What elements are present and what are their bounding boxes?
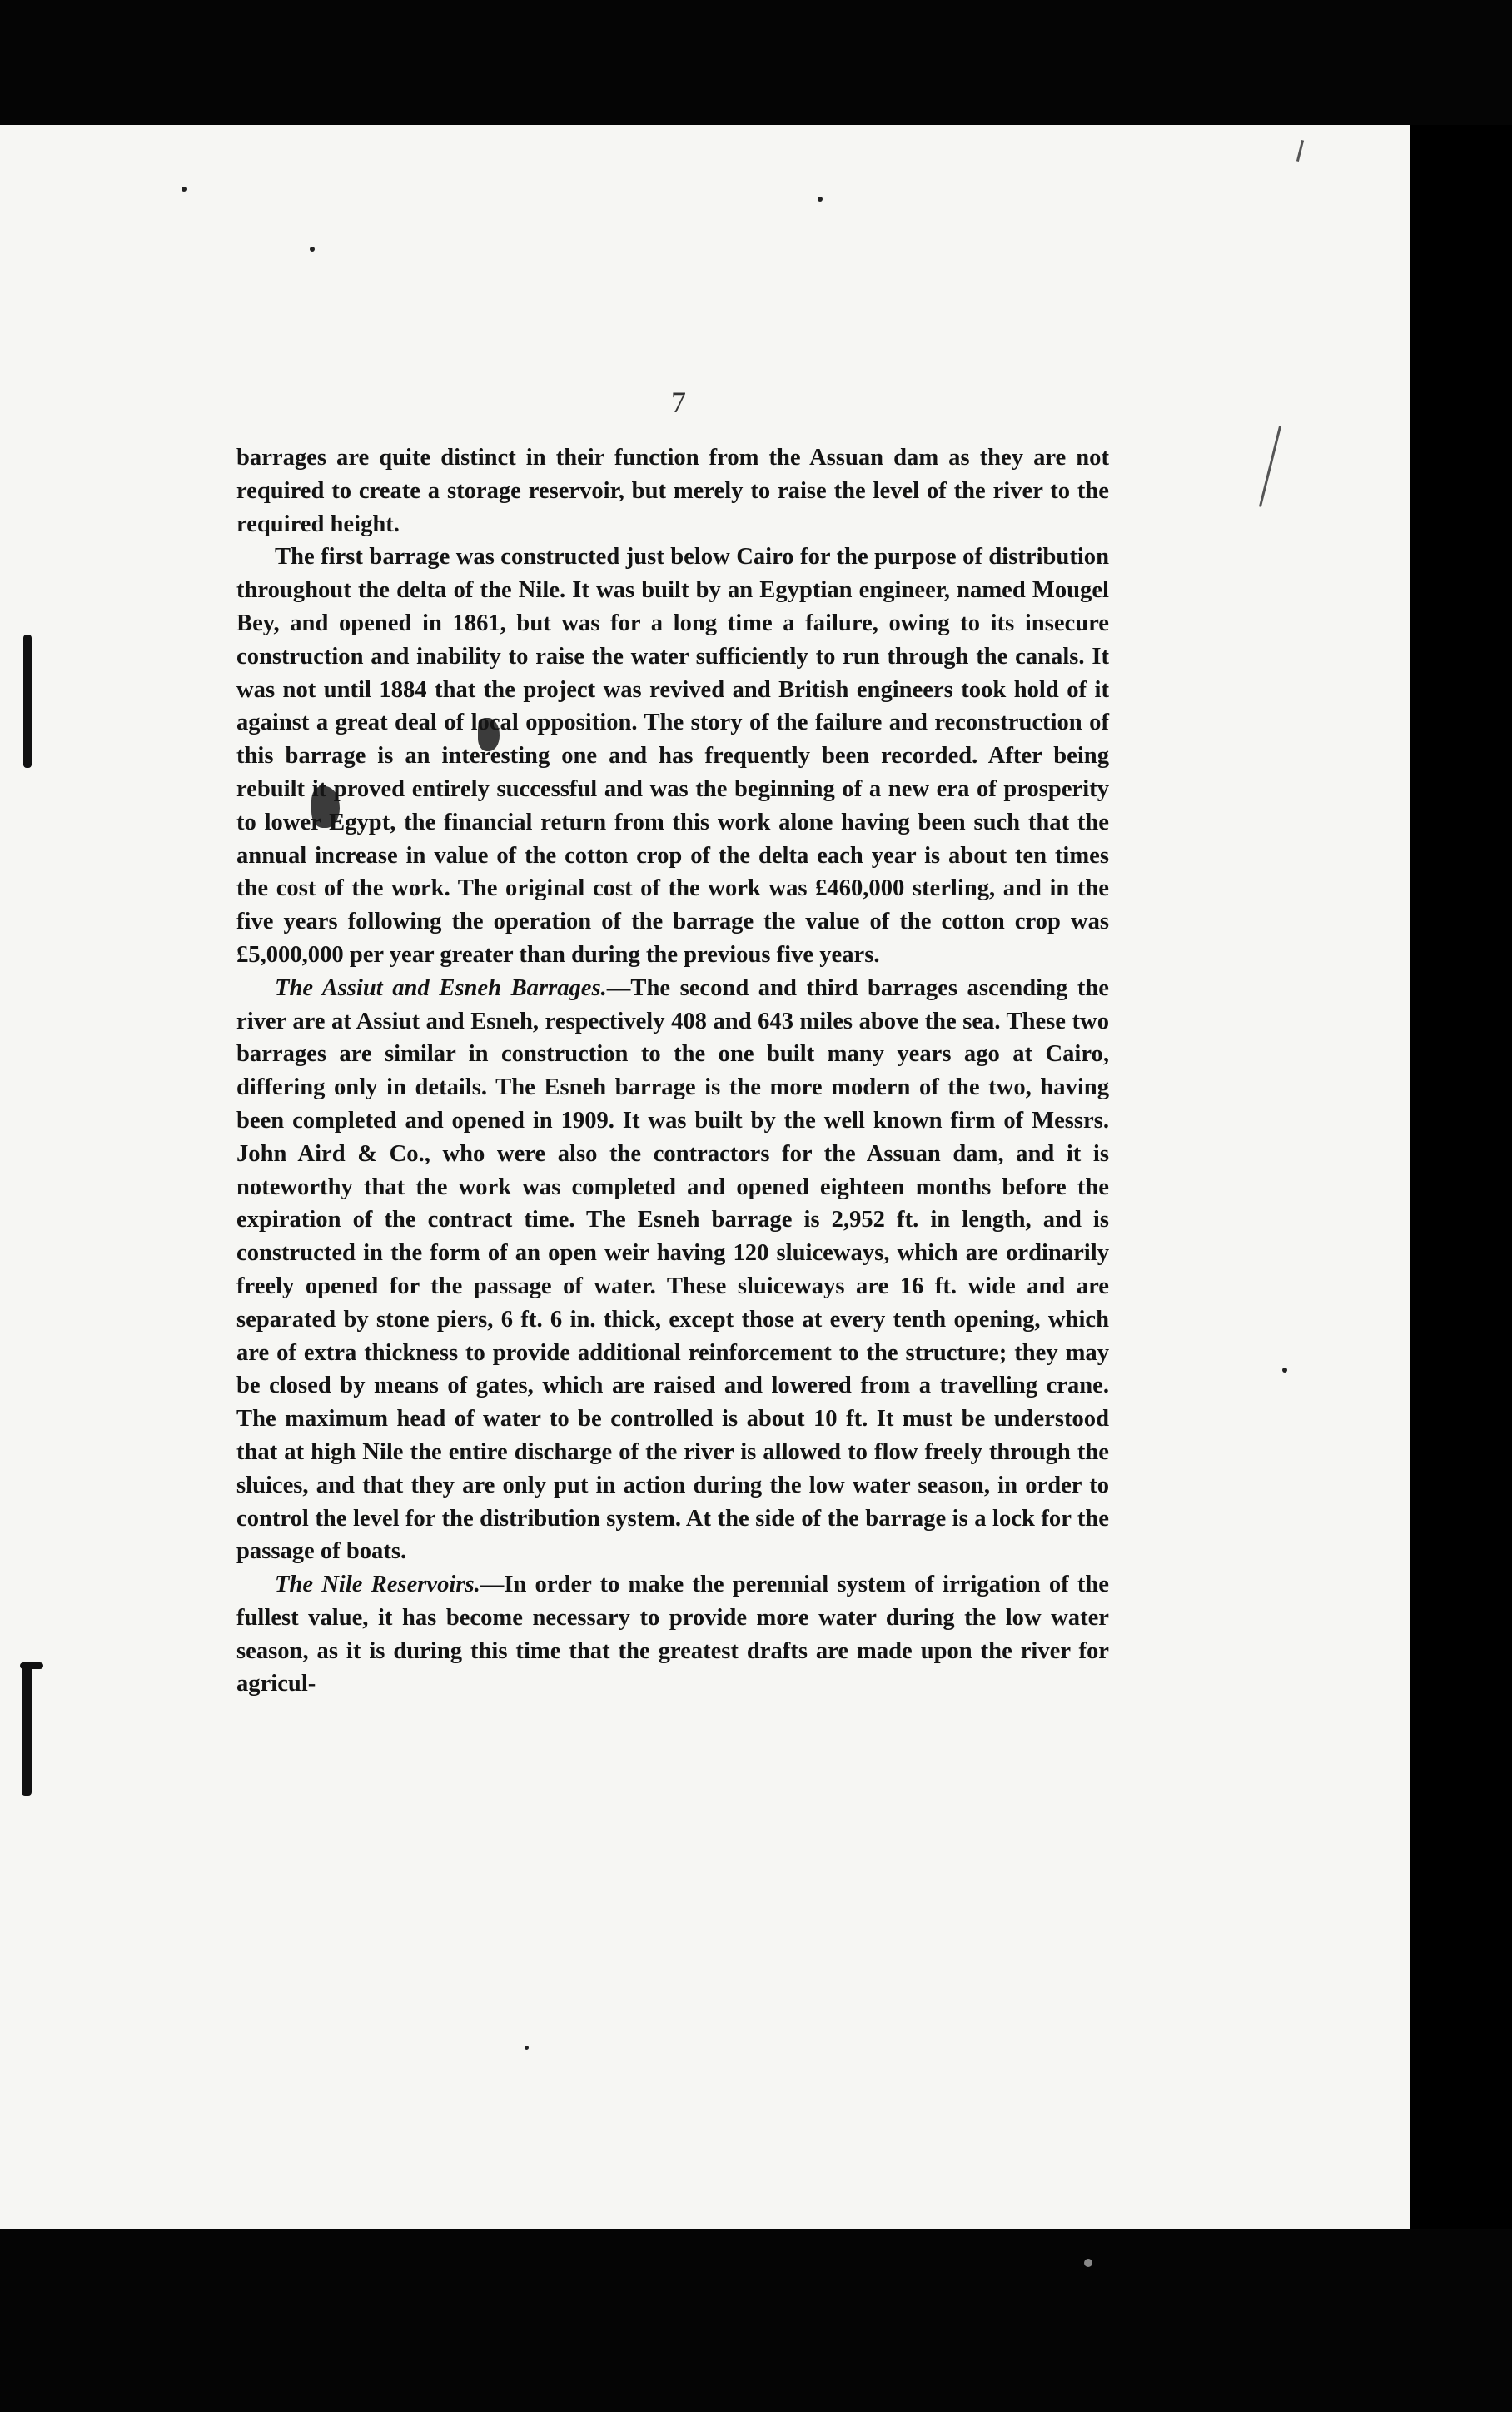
paragraph-heading: The Assiut and Esneh Barrages. [275,974,607,1001]
paragraph [236,972,1109,1568]
paragraph-text: —The second and third barrages ascending the river are at Assiut and Esneh, respectively 408 and 643 miles above the sea. These two barrages are similar in construction to the one built many years ago at Cairo, differing only in details. The Esneh barrage is the more modern of the two, having been completed and opened in 1909. It was built by the well known firm of Messrs. John Aird & Co., who were also the contractors for the Assuan dam, and it is noteworthy that the work was completed and opened eighteen months before the expiration of the contract time. The Esneh barrage is 2,952 ft. in length, and is constructed in the form of an open weir having 120 sluiceways, which are ordinarily freely opened for the passage of water. These sluiceways are 16 ft. wide and are separated by stone piers, 6 ft. 6 in. thick, except those at every tenth opening, which are of extra thickness to provide additional reinforcement to the structure; they may be closed by means of gates, which are raised and lowered from a travelling crane. The maximum head of water to be controlled is about 10 ft. It must be understood that at high Nile the entire discharge of the river is allowed to flow freely through the sluices, and that they are only put in action during the low water season, in order to control the level for the distribution system. At the side of the barrage is a lock for the passage of boats. [236,974,1109,1565]
scan-speck [818,197,823,202]
paragraph [236,441,1109,541]
margin-bracket-mark [20,1662,43,1669]
scan-speck [1084,2259,1092,2267]
body-text [236,441,1109,1701]
paragraph-text: barrages are quite distinct in their function from the Assuan dam as they are not required to create a storage reservoir, but merely to raise the level of the river to the required height. [236,445,1109,537]
paragraph [236,1568,1109,1701]
scan-speck [525,2046,529,2050]
paragraph-text: —In order to make the perennial system of irrigation of the fullest value, it has become necessary to provide more water during the low water season, as it is during this time that the greatest drafts are made upon the river for agricul- [236,1572,1110,1697]
scan-border-bottom [0,2229,1512,2412]
paragraph-heading: The Nile Reservoirs. [275,1572,480,1598]
scan-speck [182,187,187,192]
scan-speck [1282,1368,1287,1373]
scan-border-top [0,0,1512,125]
scan-speck [310,247,315,252]
page-number: 7 [671,386,686,419]
margin-bracket-mark [23,635,32,768]
margin-bracket-mark [22,1662,32,1796]
paragraph-text: The first barrage was constructed just below Cairo for the purpose of distribution throughout the delta of the Nile. It was built by an Egyptian engineer, named Mougel Bey, and opened in 1861, but was for a long time a failure, owing to its insecure construction and inability to raise the water sufficiently to run through the canals. It was not until 1884 that the project was revived and British engineers took hold of it against a great deal of local opposition. The story of the failure and reconstruction of this barrage is an interesting one and has frequently been recorded. After being rebuilt it proved entirely successful and was the beginning of a new era of prosperity to lower Egypt, the financial return from this work alone having been such that the annual increase in value of the cotton crop of the delta each year is about ten times the cost of the work. The original cost of the work was £460,000 sterling, and in the five years following the operation of the barrage the value of the cotton crop was £5,000,000 per year greater than during the previous five years. [236,544,1109,968]
paragraph [236,541,1109,971]
